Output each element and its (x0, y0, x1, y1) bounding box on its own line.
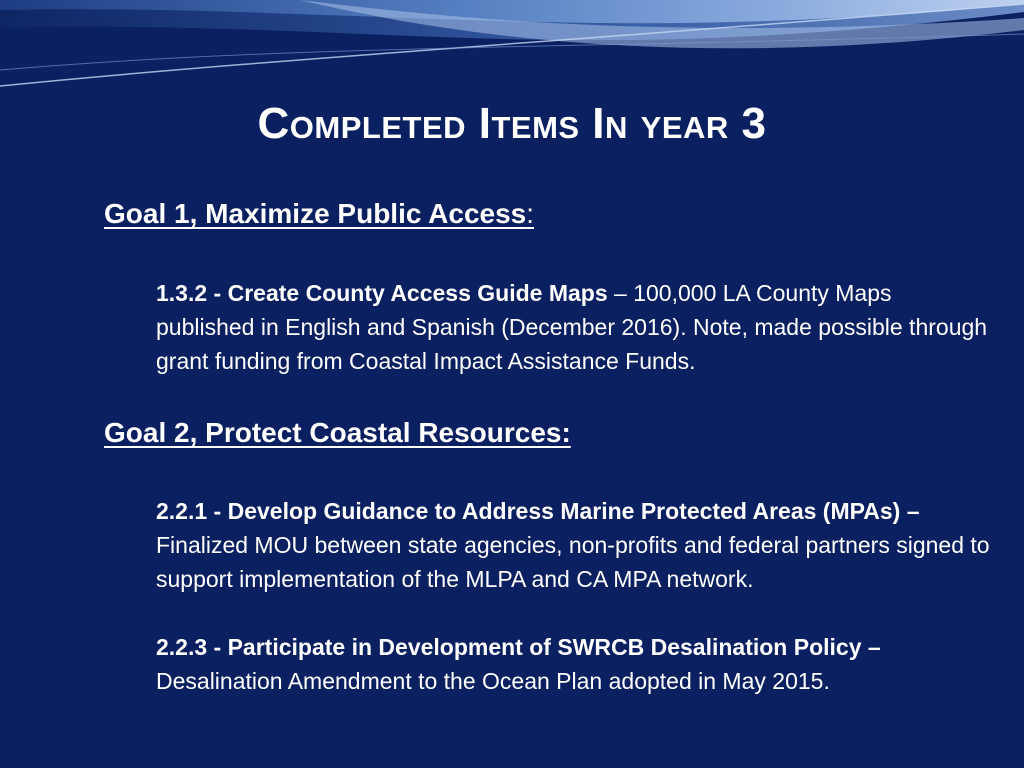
goal-1-heading (104, 196, 534, 232)
goal-2-item-1 (156, 494, 996, 596)
item-title: 2.2.1 - Develop Guidance to Address Marine Protected Areas (MPAs) – (156, 498, 920, 524)
item-title: 2.2.3 - Participate in Development of SWRCB Desalination Policy – (156, 634, 881, 660)
item-separator: – (607, 280, 634, 306)
goal-2-heading (104, 415, 571, 451)
item-description: Finalized MOU between state agencies, non-profits and federal partners signed to support implementation of the MLPA and CA MPA network. (156, 532, 990, 592)
goal-1-heading-colon: : (526, 198, 535, 229)
item-description: 100,000 LA County Maps published in English and Spanish (December 2016). Note, made possible through grant funding from Coastal Impact Assistance Funds. (156, 280, 988, 374)
goal-1-item-1 (156, 276, 996, 378)
goal-2-item-2 (156, 630, 996, 698)
item-description: Desalination Amendment to the Ocean Plan adopted in May 2015. (156, 668, 830, 694)
goal-1-heading-text: Goal 1, Maximize Public Access (104, 198, 527, 229)
slide-title: Completed Items In year 3 (257, 99, 767, 148)
item-title: 1.3.2 - Create County Access Guide Maps (156, 280, 608, 306)
header-wave-decoration (0, 0, 1024, 110)
goal-2-heading-text: Goal 2, Protect Coastal Resources: (104, 417, 571, 448)
